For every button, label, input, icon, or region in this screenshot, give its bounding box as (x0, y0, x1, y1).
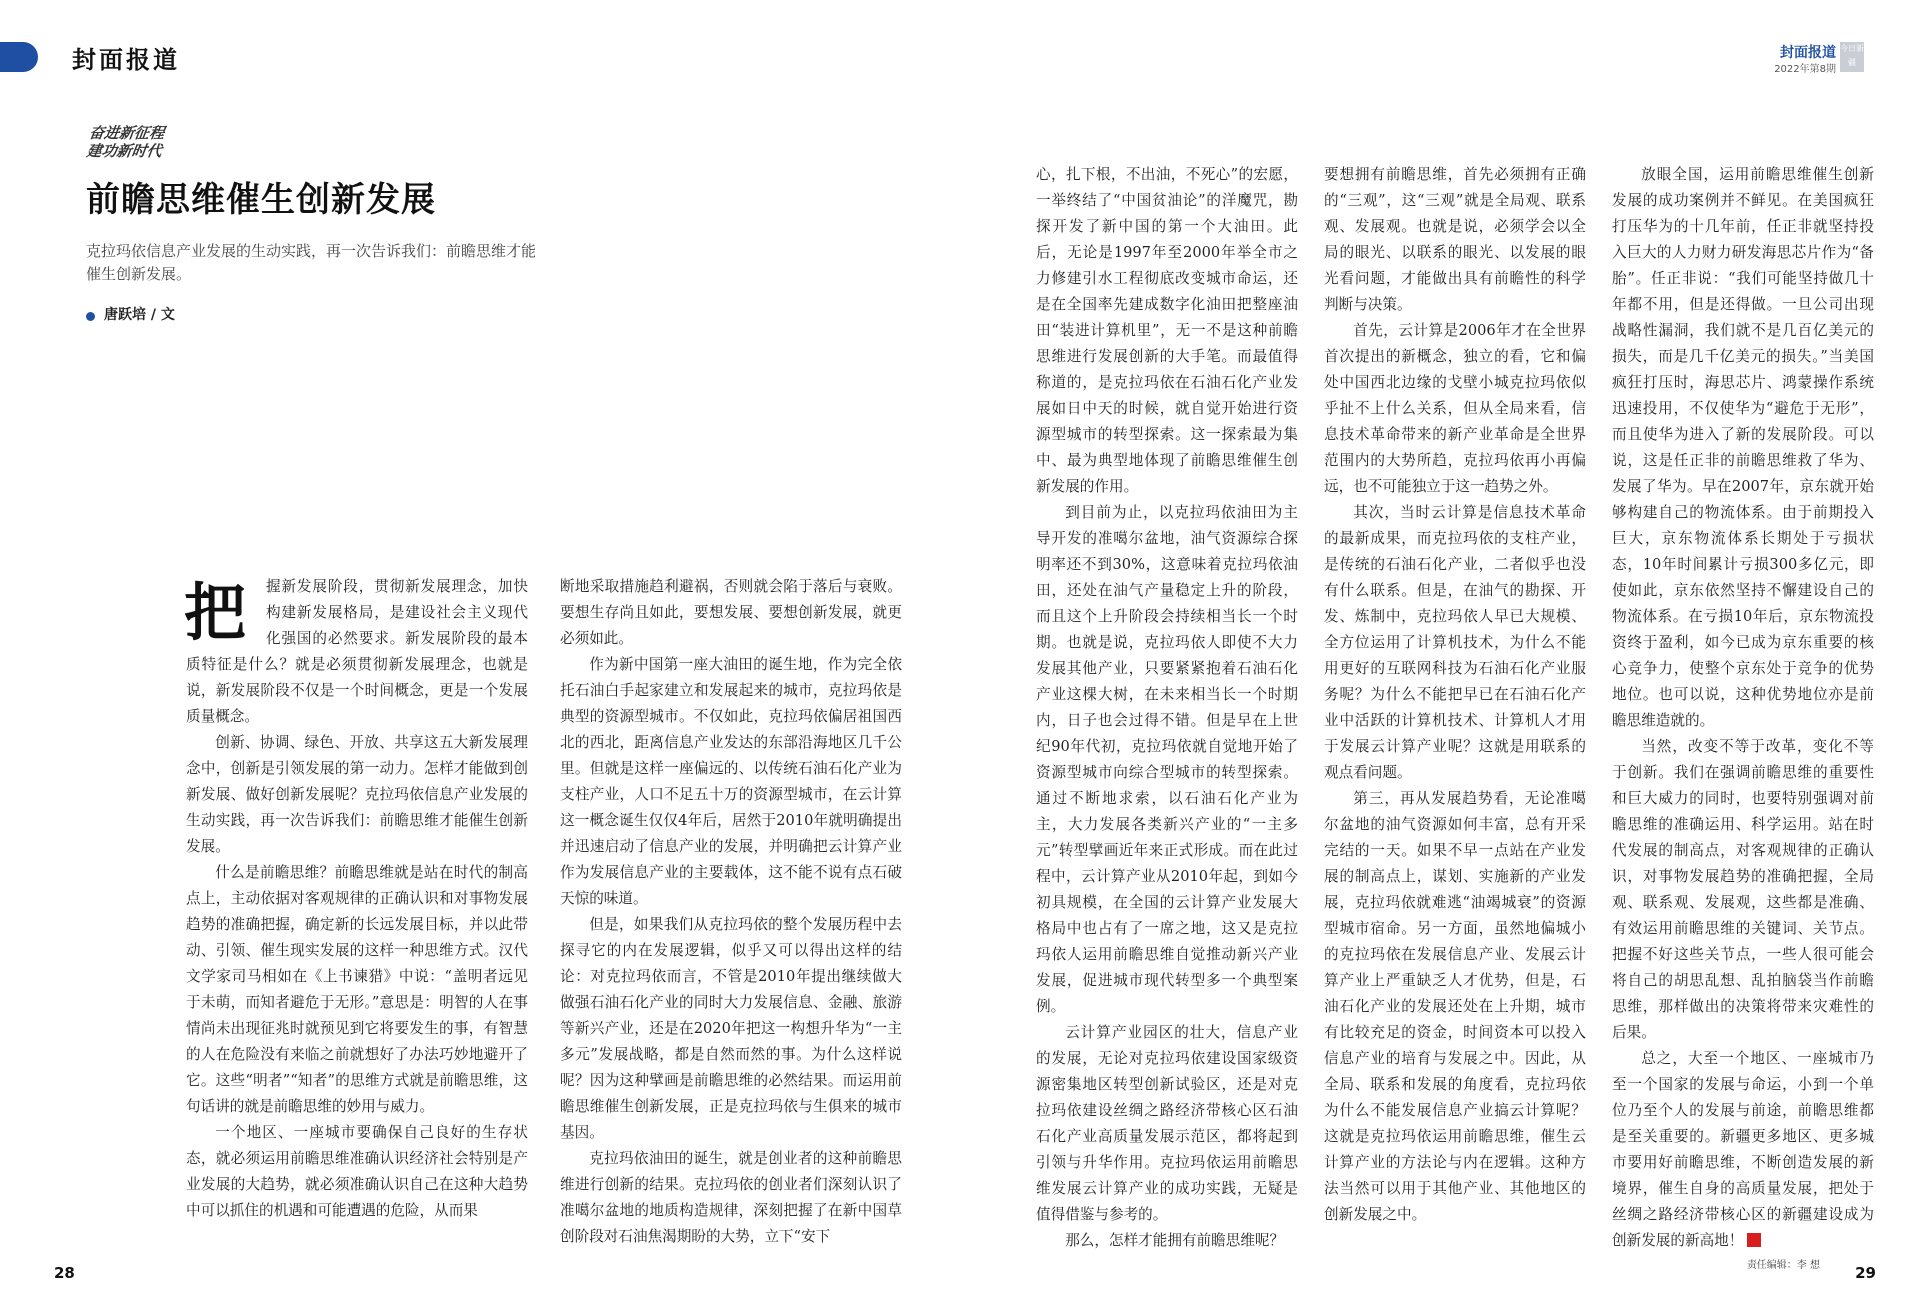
running-header-section: 封面报道 (1780, 45, 1836, 61)
paragraph: 但是，如果我们从克拉玛依的整个发展历程中去探寻它的内在发展逻辑，似乎又可以得出这样的结论：对克拉玛依而言，不管是2010年提出继续做大做强石油石化产业的同时大力发展信息、金融、旅游等新兴产业，还是在2020年把这一构想升华为“一主多元”发展战略，都是自然而然的事。为什么这样说呢？因为这种擘画是前瞻思维的必然结果。而运用前瞻思维催生创新发展，正是克拉玛依与生俱来的城市基因。 (560, 916, 902, 1141)
paragraph: 到目前为止，以克拉玛依油田为主导开发的准噶尔盆地，油气资源综合探明率还不到30%，这意味着克拉玛依油田，还处在油气产量稳定上升的阶段，而且这个上升阶段会持续相当长一个时期。也就是说，克拉玛依人即使不大力发展其他产业，只要紧紧抱着石油石化产业这棵大树，在未来相当长一个时期内，日子也会过得不错。但是早在上世纪90年代初，克拉玛依就自觉地开始了资源型城市向综合型城市的转型探索。通过不断地求索，以石油石化产业为主，大力发展各类新兴产业的“一主多元”转型擘画近年来正式形成。而在此过程中，云计算产业从2010年起，到如今初具规模，在全国的云计算产业发展大格局中也占有了一席之地，这又是克拉玛依人运用前瞻思维自觉推动新兴产业发展，促进城市现代转型多一个典型案例。 (1036, 504, 1298, 1015)
paragraph: 第三，再从发展趋势看，无论准噶尔盆地的油气资源如何丰富，总有开采完结的一天。如果不早一点站在产业发展的制高点上，谋划、实施新的产业发展，克拉玛依就难逃“油竭城衰”的资源型城市宿命。另一方面，虽然地偏城小的克拉玛依在发展信息产业、发展云计算产业上严重缺乏人才优势，但是，石油石化产业的发展还处在上升期，城市有比较充足的资金，时间资本可以投入信息产业的培育与发展之中。因此，从全局、联系和发展的角度看，克拉玛依为什么不能发展信息产业搞云计算呢？这就是克拉玛依运用前瞻思维，催生云计算产业的方法论与内在逻辑。这种方法当然可以用于其他产业、其他地区的创新发展之中。 (1324, 790, 1586, 1223)
author-byline: 唐跃培 / 文 (104, 307, 175, 323)
paragraph: 什么是前瞻思维？前瞻思维就是站在时代的制高点上，主动依据对客观规律的正确认识和对事物发展趋势的准确把握，确定新的长远发展目标，并以此带动、引领、催生现实发展的这样一种思维方式。汉代文学家司马相如在《上书谏猎》中说：“盖明者远见于未萌，而知者避危于无形。”意思是：明智的人在事情尚未出现征兆时就预见到它将要发生的事，有智慧的人在危险没有来临之前就想好了办法巧妙地避开了它。这些“明者”“知者”的思维方式就是前瞻思维，这句话讲的就是前瞻思维的妙用与威力。 (186, 864, 528, 1115)
paragraph: 要想拥有前瞻思维，首先必须拥有正确的“三观”，这“三观”就是全局观、联系观、发展观。也就是说，必须学会以全局的眼光、以联系的眼光、以发展的眼光看问题，才能做出具有前瞻性的科学判断与决策。 (1324, 166, 1586, 313)
article-headline: 前瞻思维催生创新发展 (86, 180, 436, 220)
body-column-4 (1324, 162, 1586, 1228)
paragraph: 放眼全国，运用前瞻思维催生创新发展的成功案例并不鲜见。在美国疯狂打压华为的十几年前，任正非就坚持投入巨大的人力财力研发海思芯片作为“备胎”。任正非说：“我们可能坚持做几十年都不用，但是还得做。一旦公司出现战略性漏洞，我们就不是几百亿美元的损失，而是几千亿美元的损失。”当美国疯狂打压时，海思芯片、鸿蒙操作系统迅速投用，不仅使华为“避危于无形”，而且使华为进入了新的发展阶段。可以说，这是任正非的前瞻思维救了华为、发展了华为。早在2007年，京东就开始够构建自己的物流体系。由于前期投入巨大，京东物流体系长期处于亏损状态，10年时间累计亏损300多亿元，即使如此，京东依然坚持不懈建设自己的物流体系。在亏损10年后，京东物流投资终于盈利，如今已成为京东重要的核心竞争力，使整个京东处于竞争的优势地位。也可以说，这种优势地位亦是前瞻思维造就的。 (1612, 166, 1874, 729)
page-number-right: 29 (1855, 1264, 1876, 1282)
paragraph: 作为新中国第一座大油田的诞生地，作为完全依托石油白手起家建立和发展起来的城市，克拉玛依是典型的资源型城市。不仅如此，克拉玛依偏居祖国西北的西北，距离信息产业发达的东部沿海地区几千公里。但就是这样一座偏远的、以传统石油石化产业为支柱产业，人口不足五十万的资源型城市，在云计算这一概念诞生仅仅4年后，居然于2010年就明确提出并迅速启动了信息产业的发展，并明确把云计算产业作为发展信息产业的主要载体，这不能不说有点石破天惊的味道。 (560, 656, 902, 907)
paragraph: 首先，云计算是2006年才在全世界首次提出的新概念，独立的看，它和偏处中国西北边缘的戈壁小城克拉玛依似乎扯不上什么关系，但从全局来看，信息技术革命带来的新产业革命是全世界范围内的大势所趋，克拉玛依再小再偏远，也不可能独立于这一趋势之外。 (1324, 322, 1586, 495)
body-column-2 (560, 574, 902, 1250)
paragraph: 克拉玛依油田的诞生，就是创业者的这种前瞻思维进行创新的结果。克拉玛依的创业者们深刻认识了准噶尔盆地的地质构造规律，深刻把握了在新中国草创阶段对石油焦渴期盼的大势，立下“安下 (560, 1150, 902, 1245)
drop-cap: 把 (184, 576, 247, 649)
body-column-3 (1036, 162, 1298, 1254)
paragraph: 总之，大至一个地区、一座城市乃至一个国家的发展与命运，小到一个单位乃至个人的发展与前途，前瞻思维都是至关重要的。新疆更多地区、更多城市要用好前瞻思维，不断创造发展的新境界，催生自身的高质量发展，把处于丝绸之路经济带核心区的新疆建设成为创新发展的新高地！ (1612, 1050, 1874, 1249)
paragraph: 那么，怎样才能拥有前瞻思维呢？ (1065, 1232, 1285, 1249)
kicker-line-1: 奋进新征程 (88, 124, 166, 142)
paragraph: 心，扎下根，不出油，不死心”的宏愿，一举终结了“中国贫油论”的洋魔咒，勘探开发了新中国的第一个大油田。此后，无论是1997年至2000年举全市之力修建引水工程彻底改变城市命运，还是在全国率先建成数字化油田把整座油田“装进计算机里”，无一不是这种前瞻思维进行发展创新的大手笔。而最值得称道的，是克拉玛依在石油石化产业发展如日中天的时候，就自觉开始进行资源型城市的转型探索。这一探索最为集中、最为典型地体现了前瞻思维催生创新发展的作用。 (1036, 166, 1298, 495)
running-header-issue: 2022年第8期 (1774, 64, 1836, 75)
author-bullet (86, 312, 95, 321)
section-tab-marker (0, 42, 38, 72)
kicker-line-2: 建功新时代 (85, 142, 164, 160)
end-of-article-mark (1747, 1233, 1761, 1247)
paragraph: 当然，改变不等于改革，变化不等于创新。我们在强调前瞻思维的重要性和巨大威力的同时，也要特别强调对前瞻思维的准确运用、科学运用。站在时代发展的制高点，对客观规律的正确认识，对事物发展趋势的准确把握，全局观、联系观、发展观，这些都是准确、有效运用前瞻思维的关键词、关节点。把握不好这些关节点，一些人很可能会将自己的胡思乱想、乱拍脑袋当作前瞻思维，那样做出的决策将带来灾难性的后果。 (1612, 738, 1874, 1041)
paragraph: 一个地区、一座城市要确保自己良好的生存状态，就必须运用前瞻思维准确认识经济社会特别是产业发展的大趋势，就必须准确认识自己在这种大趋势中可以抓住的机遇和可能遭遇的危险，从而果 (186, 1124, 528, 1219)
magazine-logo: 今日新疆 (1840, 42, 1864, 72)
body-column-1 (186, 574, 528, 1224)
paragraph: 云计算产业园区的壮大，信息产业的发展，无论对克拉玛依建设国家级资源密集地区转型创新试验区，还是对克拉玛依建设丝绸之路经济带核心区石油石化产业高质量发展示范区，都将起到引领与升华作用。克拉玛依运用前瞻思维发展云计算产业的成功实践，无疑是值得借鉴与参考的。 (1036, 1024, 1298, 1223)
kicker (85, 124, 165, 160)
body-column-5 (1612, 162, 1874, 1254)
page-number-left: 28 (54, 1264, 75, 1282)
paragraph: 握新发展阶段，贯彻新发展理念，加快构建新发展格局，是建设社会主义现代化强国的必然要求。新发展阶段的最本质特征是什么？就是必须贯彻新发展理念，也就是说，新发展阶段不仅是一个时间概念，更是一个发展质量概念。 (186, 578, 528, 725)
editor-credit: 责任编辑：李 想 (1746, 1260, 1820, 1271)
paragraph: 断地采取措施趋利避祸，否则就会陷于落后与衰败。要想生存尚且如此，要想发展、要想创新发展，就更必须如此。 (560, 578, 902, 647)
paragraph: 其次，当时云计算是信息技术革命的最新成果，而克拉玛依的支柱产业，是传统的石油石化产业，二者似乎也没有什么联系。但是，在油气的勘探、开发、炼制中，克拉玛依人早已大规模、全方位运用了计算机技术，为什么不能用更好的互联网科技为石油石化产业服务呢？为什么不能把早已在石油石化产业中活跃的计算机技术、计算机人才用于发展云计算产业呢？这就是用联系的观点看问题。 (1324, 504, 1586, 781)
paragraph: 创新、协调、绿色、开放、共享这五大新发展理念中，创新是引领发展的第一动力。怎样才能做到创新发展、做好创新发展呢？克拉玛依信息产业发展的生动实践，再一次告诉我们：前瞻思维才能催生创新发展。 (186, 734, 528, 855)
article-subtitle: 克拉玛依信息产业发展的生动实践，再一次告诉我们：前瞻思维才能催生创新发展。 (86, 242, 537, 283)
running-header (1632, 42, 1892, 76)
section-title: 封面报道 (72, 45, 180, 74)
